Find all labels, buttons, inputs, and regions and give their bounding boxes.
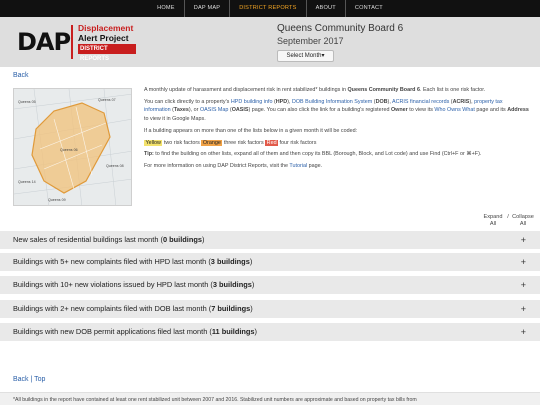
plus-icon[interactable]: + [520, 235, 526, 245]
map-label-queens-08: Queens 08 [106, 164, 124, 168]
legend-red-badge: Red [266, 139, 277, 146]
district-map[interactable] [13, 88, 132, 206]
intro-paragraph-5: For more information on using DAP District Reports, visit the Tutorial page. [144, 163, 323, 170]
logo-divider [71, 25, 73, 59]
chevron-down-icon: ▾ [321, 53, 325, 59]
footer [0, 392, 540, 405]
nav-contact[interactable]: CONTACT [354, 5, 383, 11]
plus-icon[interactable]: + [520, 257, 526, 267]
report-intro [144, 86, 529, 174]
tax-link[interactable]: property tax information [144, 98, 503, 114]
intro-tip: Tip: to find the building on other lists, expand all of them and then copy its BBL (Borough, Block, and Lot code) and use Find (Ctrl+F or ⌘+F). [144, 151, 482, 158]
nav-dap-map[interactable]: DAP MAP [184, 0, 230, 17]
map-label-queens-09: Queens 09 [48, 198, 66, 202]
accordion-title: New sales of residential buildings last month (0 buildings) [13, 235, 205, 244]
risk-legend: Yellow two risk factors Orange three risk factors Red four risk factors [145, 139, 317, 146]
expand-collapse-separator: / [507, 214, 509, 220]
intro-paragraph-3: If a building appears on more than one of the lists below in a given month it will be coded: [144, 127, 358, 134]
top-link[interactable]: Top [34, 376, 46, 383]
plus-icon[interactable]: + [520, 280, 526, 290]
nav-district-reports[interactable]: DISTRICT REPORTS [239, 5, 297, 11]
accordion-title: Buildings with 2+ new complaints filed with DOB last month (7 buildings) [13, 304, 253, 313]
top-nav [0, 0, 540, 17]
accordion-title: Buildings with 10+ new violations issued by HPD last month (3 buildings) [13, 280, 255, 289]
hpd-link[interactable]: HPD building info [230, 98, 273, 105]
expand-collapse-controls [479, 214, 537, 228]
map-label-queens-06: Queens 06 [60, 148, 78, 152]
map-label-queens-05: Queens 05 [18, 100, 36, 104]
accordion-title: Buildings with new DOB permit applications filed last month (11 buildings) [13, 327, 258, 336]
back-link[interactable]: Back [13, 72, 29, 79]
bottom-links [13, 376, 45, 383]
logo-line-district-reports: DISTRICT REPORTS [78, 44, 136, 54]
page-header [0, 17, 540, 67]
plus-icon[interactable]: + [520, 304, 526, 314]
accordion-dob-permits[interactable] [0, 323, 540, 341]
select-month-dropdown[interactable] [277, 50, 334, 62]
dob-link[interactable]: DOB Building Information System [291, 98, 373, 105]
logo-line-displacement: Displacement [78, 23, 134, 33]
intro-paragraph-1: A monthly update of harassment and displacement risk in rent stabilized* buildings in Queens Community Board 6. Each list is one risk factor. [144, 87, 486, 93]
accordion-hpd-violations[interactable] [0, 276, 540, 294]
back-link-bottom[interactable]: Back [13, 376, 29, 383]
acris-link[interactable]: ACRIS financial records [392, 98, 450, 105]
logo-line-alert-project: Alert Project [78, 33, 129, 43]
nav-home[interactable]: HOME [157, 5, 175, 11]
select-month-label: Select Month [286, 53, 322, 59]
intro-paragraph-2: You can click directly to a property's HPD building info (HPD), DOB Building Information System (DOB), ACRIS financial records (ACRIS), property tax information (Taxes), or OASIS Map (OASIS) page. You can also click the link for a building's registered Owner to view its Who Owns What page and its Address to view it in Google Maps. [144, 98, 529, 122]
oasis-link[interactable]: OASIS Map [199, 107, 229, 114]
accordion-title: Buildings with 5+ new complaints filed with HPD last month (3 buildings) [13, 257, 253, 266]
map-label-queens-07: Queens 07 [98, 98, 116, 102]
footnote: *All buildings in the report have contained at least one rent stabilized unit between 2007 and 2016. Stabilized unit numbers are approximate and based on property tax bills from [13, 397, 417, 403]
dap-logo-mark[interactable]: DAP [17, 28, 71, 56]
map-label-queens-14: Queens 14 [18, 180, 36, 184]
who-owns-what-link[interactable]: Who Owns What [434, 107, 475, 114]
report-month: September 2017 [277, 36, 344, 46]
page-title: Queens Community Board 6 [277, 23, 404, 34]
collapse-all-button[interactable]: Collapse All [512, 214, 534, 227]
link-separator: | [28, 376, 35, 383]
plus-icon[interactable]: + [520, 327, 526, 337]
tutorial-link[interactable]: Tutorial [289, 163, 308, 170]
district-map-graphic [14, 89, 132, 206]
nav-about[interactable]: ABOUT [306, 0, 346, 17]
accordion-hpd-complaints[interactable] [0, 253, 540, 271]
expand-all-button[interactable]: Expand All [483, 214, 503, 227]
accordion-dob-complaints[interactable] [0, 300, 540, 318]
legend-orange-badge: Orange [202, 139, 221, 146]
accordion-new-sales[interactable] [0, 231, 540, 249]
legend-yellow-badge: Yellow [145, 139, 161, 146]
